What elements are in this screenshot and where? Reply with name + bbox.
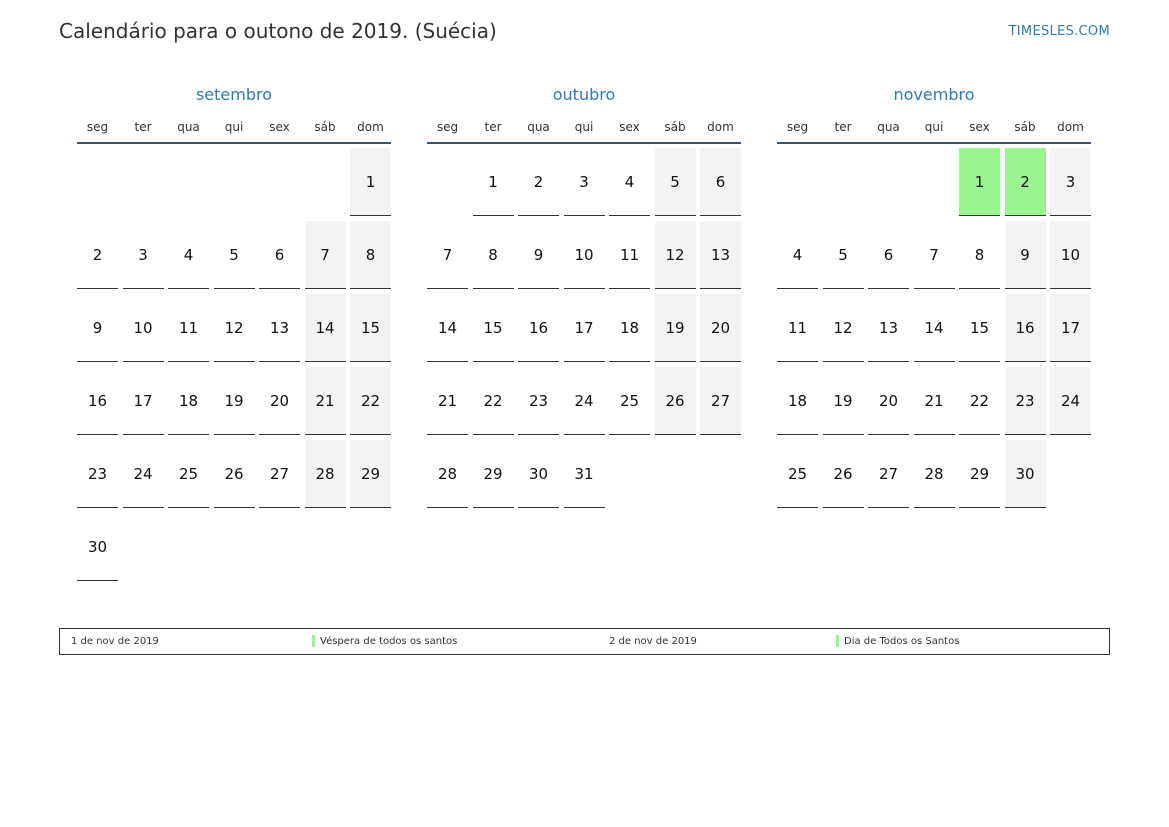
day-cell[interactable]: 24 bbox=[1050, 367, 1091, 435]
day-cell[interactable]: 29 bbox=[959, 440, 1000, 508]
weekday-label: dom bbox=[707, 120, 734, 134]
page-title: Calendário para o outono de 2019. (Suécia) bbox=[59, 19, 497, 43]
day-cell[interactable]: 31 bbox=[564, 440, 605, 508]
day-cell[interactable]: 18 bbox=[609, 294, 650, 362]
weekday-label: qui bbox=[224, 120, 244, 134]
weekday-label: ter bbox=[484, 120, 502, 134]
day-cell[interactable]: 30 bbox=[1005, 440, 1046, 508]
day-cell[interactable]: 9 bbox=[518, 221, 559, 289]
weekday-label: qui bbox=[924, 120, 944, 134]
month-name: novembro bbox=[893, 85, 975, 104]
day-cell[interactable]: 15 bbox=[959, 294, 1000, 362]
day-cell[interactable]: 25 bbox=[168, 440, 209, 508]
legend-holiday-name: Véspera de todos os santos bbox=[320, 636, 458, 647]
day-cell[interactable]: 23 bbox=[518, 367, 559, 435]
weekday-header bbox=[77, 120, 391, 142]
weekday-header bbox=[427, 120, 741, 142]
day-cell[interactable]: 27 bbox=[868, 440, 909, 508]
weekday-label: seg bbox=[86, 120, 109, 134]
weekday-label: qua bbox=[177, 120, 200, 134]
weekday-label: dom bbox=[1057, 120, 1084, 134]
weekday-label: seg bbox=[786, 120, 809, 134]
day-cell[interactable]: 25 bbox=[777, 440, 818, 508]
legend-color-marker bbox=[312, 635, 315, 647]
day-cell[interactable]: 3 bbox=[564, 148, 605, 216]
day-cell[interactable]: 29 bbox=[473, 440, 514, 508]
day-cell[interactable]: 12 bbox=[214, 294, 255, 362]
weekday-label: sáb bbox=[314, 120, 336, 134]
day-cell[interactable]: 7 bbox=[305, 221, 346, 289]
weekday-label: qua bbox=[527, 120, 550, 134]
day-cell[interactable]: 3 bbox=[123, 221, 164, 289]
day-cell[interactable]: 30 bbox=[77, 513, 118, 581]
header-divider bbox=[427, 142, 741, 144]
day-cell[interactable]: 13 bbox=[259, 294, 300, 362]
weekday-label: sáb bbox=[1014, 120, 1036, 134]
day-cell[interactable]: 11 bbox=[168, 294, 209, 362]
day-cell[interactable]: 7 bbox=[914, 221, 955, 289]
day-cell[interactable]: 15 bbox=[350, 294, 391, 362]
day-cell[interactable]: 4 bbox=[168, 221, 209, 289]
weekday-label: ter bbox=[834, 120, 852, 134]
months-container bbox=[77, 80, 1091, 590]
legend-holiday-name: Dia de Todos os Santos bbox=[844, 636, 960, 647]
day-cell[interactable]: 29 bbox=[350, 440, 391, 508]
day-cell[interactable]: 4 bbox=[777, 221, 818, 289]
weekday-label: dom bbox=[357, 120, 384, 134]
day-cell[interactable]: 1 bbox=[473, 148, 514, 216]
month-name: setembro bbox=[195, 85, 273, 104]
day-cell[interactable]: 12 bbox=[655, 221, 696, 289]
day-cell[interactable]: 15 bbox=[473, 294, 514, 362]
weekday-label: sex bbox=[619, 120, 640, 134]
day-cell[interactable]: 21 bbox=[914, 367, 955, 435]
day-cell[interactable]: 21 bbox=[427, 367, 468, 435]
day-cell[interactable]: 14 bbox=[305, 294, 346, 362]
weekday-label: qua bbox=[877, 120, 900, 134]
legend-date: 2 de nov de 2019 bbox=[609, 636, 697, 647]
day-cell[interactable]: 26 bbox=[214, 440, 255, 508]
day-cell[interactable]: 5 bbox=[214, 221, 255, 289]
day-cell[interactable]: 14 bbox=[427, 294, 468, 362]
day-cell[interactable]: 6 bbox=[700, 148, 741, 216]
weekday-header bbox=[777, 120, 1091, 142]
day-cell[interactable]: 24 bbox=[564, 367, 605, 435]
legend-color-marker bbox=[836, 635, 839, 647]
day-cell[interactable]: 25 bbox=[609, 367, 650, 435]
day-cell[interactable]: 17 bbox=[1050, 294, 1091, 362]
day-cell[interactable]: 26 bbox=[655, 367, 696, 435]
day-cell[interactable]: 6 bbox=[259, 221, 300, 289]
day-cell[interactable]: 2 bbox=[518, 148, 559, 216]
day-cell[interactable]: 3 bbox=[1050, 148, 1091, 216]
day-cell[interactable]: 5 bbox=[823, 221, 864, 289]
day-cell[interactable]: 4 bbox=[609, 148, 650, 216]
day-cell[interactable]: 17 bbox=[123, 367, 164, 435]
day-cell[interactable]: 8 bbox=[350, 221, 391, 289]
day-cell[interactable]: 6 bbox=[868, 221, 909, 289]
day-cell[interactable]: 22 bbox=[473, 367, 514, 435]
day-cell[interactable]: 20 bbox=[700, 294, 741, 362]
weekday-label: sex bbox=[269, 120, 290, 134]
day-cell[interactable]: 5 bbox=[655, 148, 696, 216]
day-cell[interactable]: 28 bbox=[914, 440, 955, 508]
holiday-legend bbox=[59, 628, 1110, 655]
day-cell[interactable]: 23 bbox=[77, 440, 118, 508]
legend-date: 1 de nov de 2019 bbox=[71, 636, 159, 647]
day-cell[interactable]: 18 bbox=[168, 367, 209, 435]
day-cell[interactable]: 19 bbox=[214, 367, 255, 435]
day-cell[interactable]: 13 bbox=[700, 221, 741, 289]
day-cell[interactable]: 10 bbox=[123, 294, 164, 362]
day-cell[interactable]: 24 bbox=[123, 440, 164, 508]
day-cell[interactable]: 27 bbox=[700, 367, 741, 435]
day-cell[interactable]: 30 bbox=[518, 440, 559, 508]
day-cell[interactable]: 17 bbox=[564, 294, 605, 362]
day-cell[interactable]: 9 bbox=[77, 294, 118, 362]
header-divider bbox=[777, 142, 1091, 144]
day-cell[interactable]: 23 bbox=[1005, 367, 1046, 435]
day-cell[interactable]: 1 bbox=[350, 148, 391, 216]
day-cell[interactable]: 11 bbox=[609, 221, 650, 289]
day-cell[interactable]: 8 bbox=[473, 221, 514, 289]
day-cell[interactable]: 22 bbox=[959, 367, 1000, 435]
day-cell[interactable]: 1 bbox=[959, 148, 1000, 216]
day-cell[interactable]: 19 bbox=[823, 367, 864, 435]
day-cell[interactable]: 28 bbox=[427, 440, 468, 508]
day-cell[interactable]: 8 bbox=[959, 221, 1000, 289]
day-cell[interactable]: 21 bbox=[305, 367, 346, 435]
day-cell[interactable]: 20 bbox=[868, 367, 909, 435]
day-cell[interactable]: 18 bbox=[777, 367, 818, 435]
day-cell[interactable]: 9 bbox=[1005, 221, 1046, 289]
day-cell[interactable]: 2 bbox=[1005, 148, 1046, 216]
day-cell[interactable]: 14 bbox=[914, 294, 955, 362]
day-cell[interactable]: 20 bbox=[259, 367, 300, 435]
day-cell[interactable]: 28 bbox=[305, 440, 346, 508]
day-cell[interactable]: 22 bbox=[350, 367, 391, 435]
day-cell[interactable]: 27 bbox=[259, 440, 300, 508]
weekday-label: sáb bbox=[664, 120, 686, 134]
day-cell[interactable]: 12 bbox=[823, 294, 864, 362]
weekday-label: sex bbox=[969, 120, 990, 134]
header-divider bbox=[77, 142, 391, 144]
day-cell[interactable]: 10 bbox=[564, 221, 605, 289]
day-cell[interactable]: 16 bbox=[77, 367, 118, 435]
day-cell[interactable]: 19 bbox=[655, 294, 696, 362]
weekday-label: seg bbox=[436, 120, 459, 134]
brand-link[interactable]: TIMESLES.COM bbox=[1008, 24, 1110, 39]
day-cell[interactable]: 16 bbox=[518, 294, 559, 362]
day-cell[interactable]: 26 bbox=[823, 440, 864, 508]
month-name: outubro bbox=[552, 85, 616, 104]
day-cell[interactable]: 16 bbox=[1005, 294, 1046, 362]
day-cell[interactable]: 10 bbox=[1050, 221, 1091, 289]
day-cell[interactable]: 2 bbox=[77, 221, 118, 289]
weekday-label: ter bbox=[134, 120, 152, 134]
day-cell[interactable]: 11 bbox=[777, 294, 818, 362]
day-cell[interactable]: 7 bbox=[427, 221, 468, 289]
weekday-label: qui bbox=[574, 120, 594, 134]
day-cell[interactable]: 13 bbox=[868, 294, 909, 362]
